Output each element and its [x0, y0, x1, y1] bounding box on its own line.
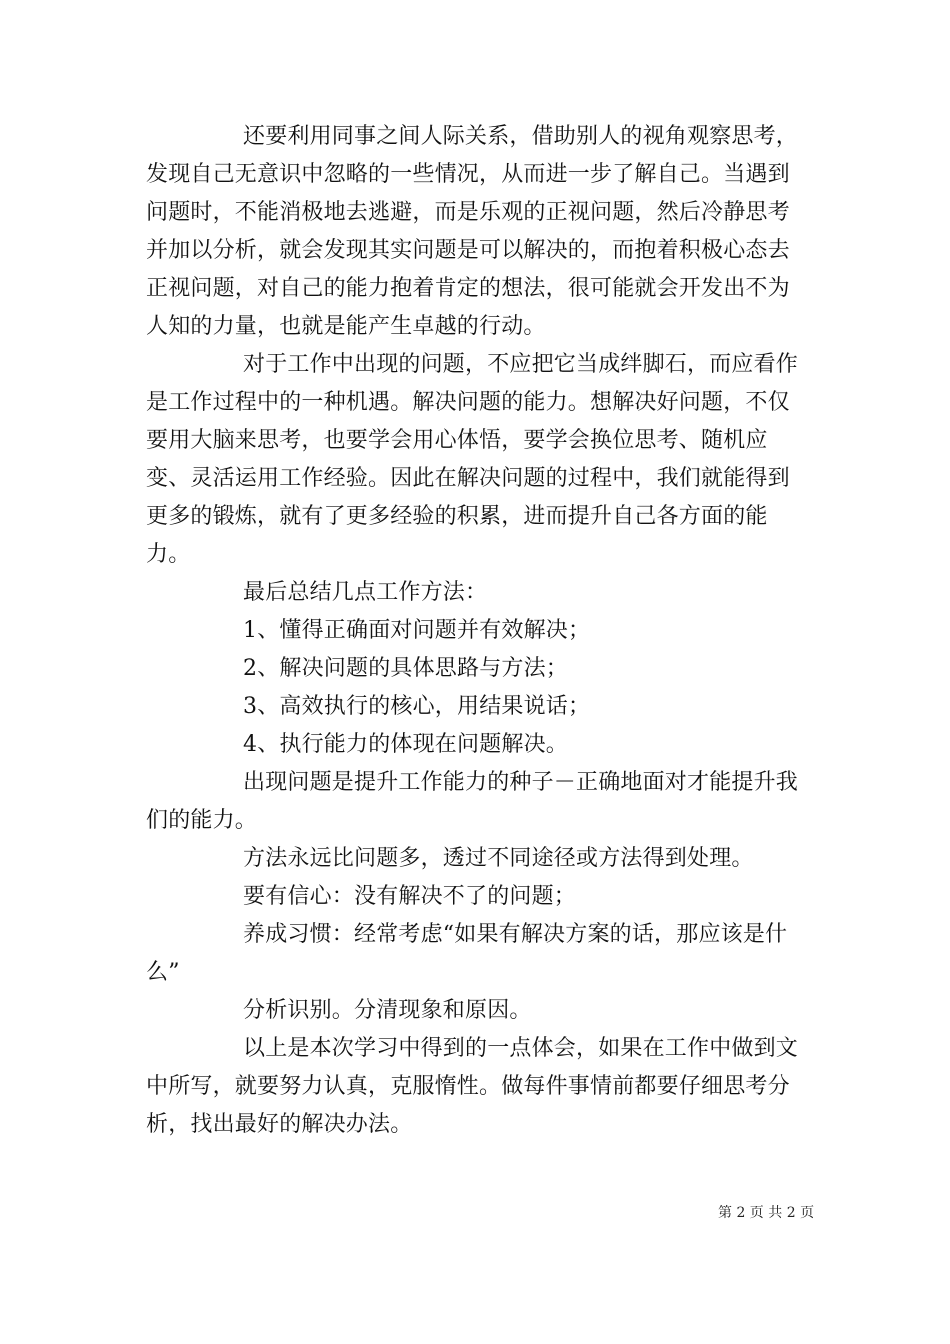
paragraph-problem-seed: 出现问题是提升工作能力的种子－正确地面对才能提升我们的能力。 [146, 770, 799, 833]
list-item-method-1: 1、懂得正确面对问题并有效解决； [243, 618, 591, 643]
page-number-footer: 第 2 页 共 2 页 [718, 1205, 815, 1221]
paragraph-colleague-perspective: 还要利用同事之间人际关系，借助别人的视角观察思考，发现自己无意识中忽略的一些情况，从而进一步了解自己。当遇到问题时，不能消极地去逃避，而是乐观的正视问题，然后冷静思考并加以分析，就会发现其实问题是可以解决的，而抱着积极心态去正视问题，对自己的能力抱着肯定的想法，很可能就会开发出不为人知的力量，也就是能产生卓越的行动。 [146, 124, 799, 339]
paragraph-problem-opportunity: 对于工作中出现的问题，不应把它当成绊脚石，而应看作是工作过程中的一种机遇。解决问题的能力。想解决好问题，不仅要用大脑来思考，也要学会用心体悟，要学会换位思考、随机应变、灵活运用工作经验。因此在解决问题的过程中，我们就能得到更多的锻炼，就有了更多经验的积累，进而提升自己各方面的能力。 [146, 352, 799, 567]
list-item-method-4: 4、执行能力的体现在问题解决。 [243, 732, 568, 757]
paragraph-more-methods: 方法永远比问题多，透过不同途径或方法得到处理。 [243, 846, 754, 871]
list-item-method-2: 2、解决问题的具体思路与方法； [243, 656, 568, 681]
paragraph-confidence: 要有信心：没有解决不了的问题； [243, 884, 577, 909]
document-body [146, 118, 806, 1144]
list-item-method-3: 3、高效执行的核心，用结果说话； [243, 694, 591, 719]
paragraph-conclusion: 以上是本次学习中得到的一点体会，如果在工作中做到文中所写，就要努力认真，克服惰性。做每件事情前都要仔细思考分析，找出最好的解决办法。 [146, 1036, 799, 1137]
paragraph-methods-intro: 最后总结几点工作方法： [243, 580, 488, 605]
paragraph-habit: 养成习惯：经常考虑“如果有解决方案的话，那应该是什么” [146, 922, 788, 985]
paragraph-analysis: 分析识别。分清现象和原因。 [243, 998, 532, 1023]
